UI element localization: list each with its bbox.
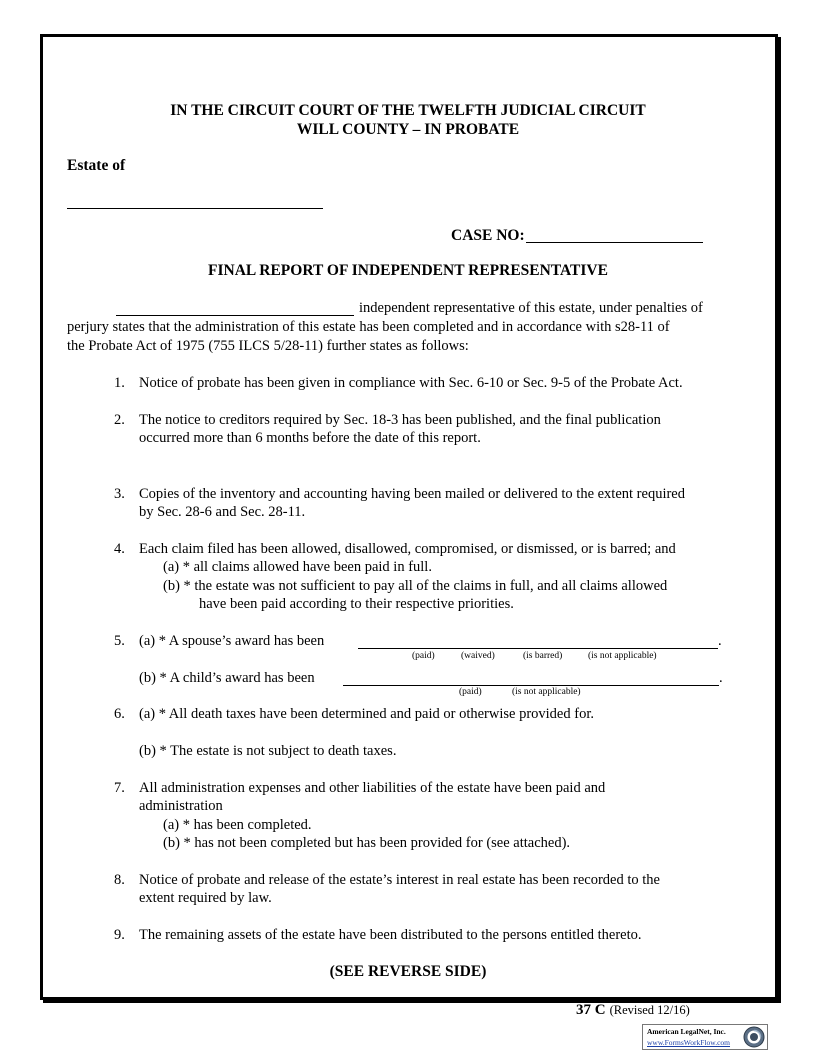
item-9-text: The remaining assets of the estate have been distributed to the persons entitled thereto. xyxy=(139,927,642,943)
court-header-line2: WILL COUNTY – IN PROBATE xyxy=(296,121,520,138)
item-7-number: 7. xyxy=(114,780,125,796)
estate-label: Estate of xyxy=(67,157,126,174)
child-option-paid: (paid) xyxy=(459,687,482,697)
item-7-line2: administration xyxy=(139,798,223,814)
item-4-option-b-cont: have been paid according to their respective priorities. xyxy=(199,596,514,612)
item-4-option-b[interactable]: (b) * the estate was not sufficient to pay all of the claims in full, and all claims allowed xyxy=(163,578,668,594)
item-7-option-a[interactable]: (a) * has been completed. xyxy=(163,817,312,833)
item-7-line1: All administration expenses and other liabilities of the estate have been paid and xyxy=(139,780,606,796)
child-award-period: . xyxy=(719,670,723,686)
item-8-line2: extent required by law. xyxy=(139,890,272,906)
item-2-line2: occurred more than 6 months before the date of this report. xyxy=(139,430,481,446)
item-6-number: 6. xyxy=(114,706,125,722)
estate-name-field[interactable] xyxy=(67,208,323,209)
item-8-line1: Notice of probate and release of the estate’s interest in real estate has been recorded to the xyxy=(139,872,660,888)
item-4-number: 4. xyxy=(114,541,125,557)
item-5-number: 5. xyxy=(114,633,125,649)
item-3-line2: by Sec. 28-6 and Sec. 28-11. xyxy=(139,504,306,520)
item-4-line1: Each claim filed has been allowed, disallowed, compromised, or dismissed, or is barred; and xyxy=(139,541,676,557)
form-title: FINAL REPORT OF INDEPENDENT REPRESENTATIVE xyxy=(208,262,608,279)
form-code-footer xyxy=(576,1001,690,1019)
publisher-logo xyxy=(642,1024,768,1050)
item-3-line1: Copies of the inventory and accounting having been mailed or delivered to the extent required xyxy=(139,486,685,502)
form-code: 37 C xyxy=(576,1002,606,1018)
item-3-number: 3. xyxy=(114,486,125,502)
child-award-field[interactable] xyxy=(343,685,719,686)
spouse-award-label: (a) * A spouse’s award has been xyxy=(139,633,325,649)
form-revised: (Revised 12/16) xyxy=(609,1003,690,1017)
item-7-option-b[interactable]: (b) * has not been completed but has been provided for (see attached). xyxy=(163,835,571,851)
court-header-line1: IN THE CIRCUIT COURT OF THE TWELFTH JUDICIAL CIRCUIT xyxy=(170,102,646,119)
intro-line3: the Probate Act of 1975 (755 ILCS 5/28-11) further states as follows: xyxy=(67,338,469,354)
item-2-number: 2. xyxy=(114,412,125,428)
spouse-option-not-applicable: (is not applicable) xyxy=(588,651,657,661)
publisher-name: American LegalNet, Inc. xyxy=(647,1027,726,1036)
item-2-line1: The notice to creditors required by Sec. 18-3 has been published, and the final publication xyxy=(139,412,661,428)
item-6-option-a[interactable]: (a) * All death taxes have been determined and paid or otherwise provided for. xyxy=(139,706,594,722)
case-no-field[interactable] xyxy=(526,242,703,243)
see-reverse-side: (SEE REVERSE SIDE) xyxy=(329,963,487,980)
intro-line2: perjury states that the administration of this estate has been completed and in accordance with s28-11 of xyxy=(67,319,670,335)
item-1-text: Notice of probate has been given in compliance with Sec. 6-10 or Sec. 9-5 of the Probate Act. xyxy=(139,375,683,391)
item-8-number: 8. xyxy=(114,872,125,888)
item-9-number: 9. xyxy=(114,927,125,943)
case-no-label: CASE NO: xyxy=(451,227,525,244)
child-option-not-applicable: (is not applicable) xyxy=(512,687,581,697)
spouse-award-field[interactable] xyxy=(358,648,718,649)
spouse-option-waived: (waived) xyxy=(461,651,495,661)
child-award-label: (b) * A child’s award has been xyxy=(139,670,315,686)
item-4-option-a[interactable]: (a) * all claims allowed have been paid in full. xyxy=(163,559,432,575)
item-6-option-b[interactable]: (b) * The estate is not subject to death taxes. xyxy=(139,743,397,759)
representative-name-field[interactable] xyxy=(116,315,354,316)
intro-line1: independent representative of this estate, under penalties of xyxy=(359,300,703,316)
workflow-logo-icon xyxy=(743,1026,765,1048)
publisher-website[interactable]: www.FormsWorkFlow.com xyxy=(647,1038,731,1047)
spouse-option-paid: (paid) xyxy=(412,651,435,661)
spouse-award-period: . xyxy=(718,633,722,649)
item-1-number: 1. xyxy=(114,375,125,391)
spouse-option-barred: (is barred) xyxy=(523,651,563,661)
